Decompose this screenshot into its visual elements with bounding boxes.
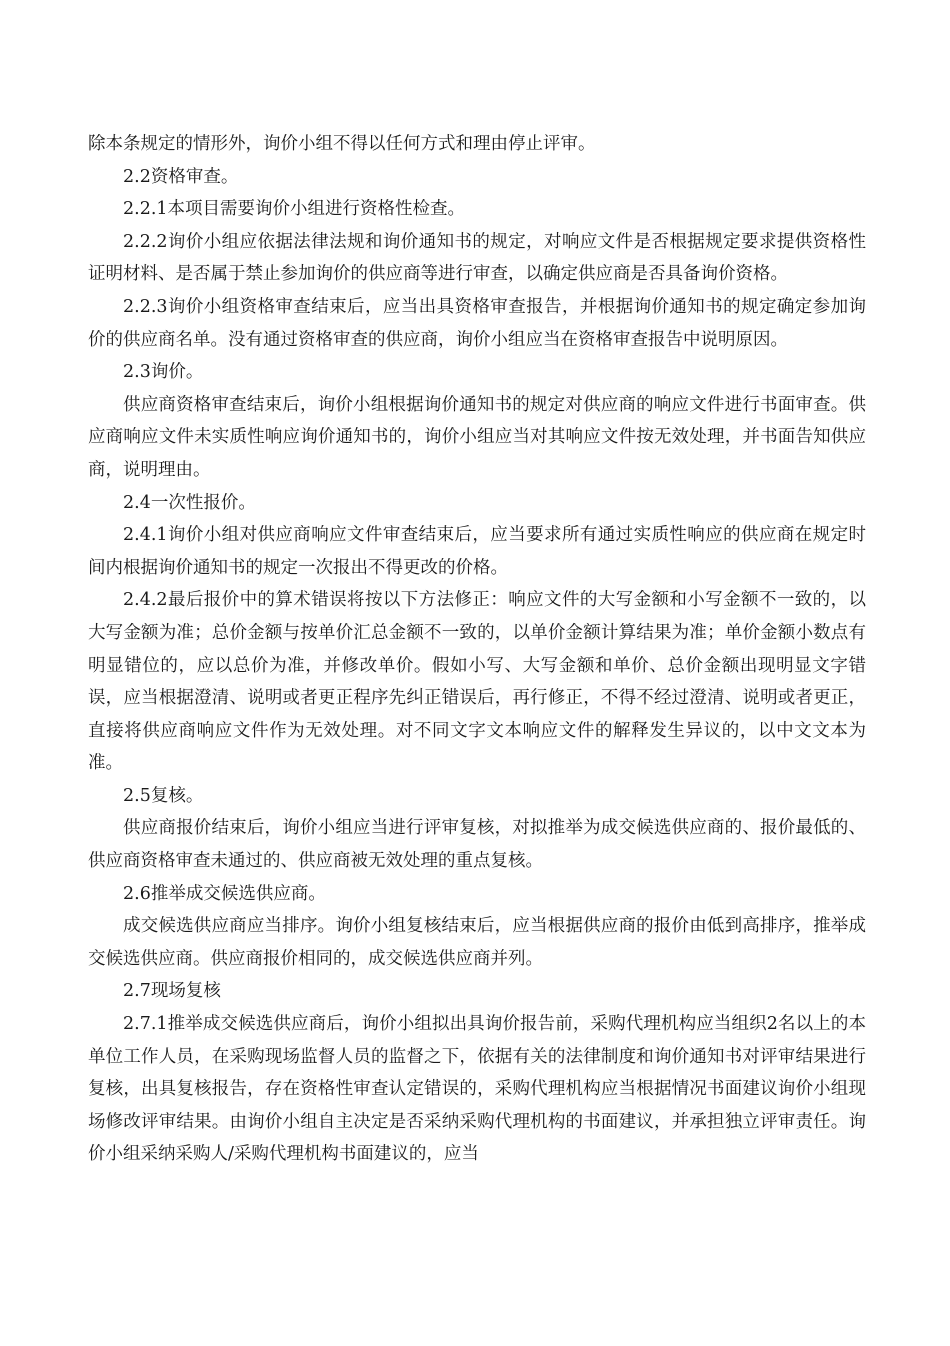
section-heading-2-2: 2.2资格审查。 (123, 166, 239, 187)
section-heading-2-6: 2.6推举成交候选供应商。 (123, 883, 326, 904)
paragraph: 2.4.2最后报价中的算术错误将按以下方法修正：响应文件的大写金额和小写金额不一致的，以大写金额为准；总价金额与按单价汇总金额不一致的，以单价金额计算结果为准；单价金额小数点有明显错位的，应以总价为准，并修改单价。假如小写、大写金额和单价、总价金额出现明显文字错误，应当根据澄清、说明或者更正程序先纠正错误后，再行修正，不得不经过澄清、说明或者更正，直接将供应商响应文件作为无效处理。对不同文字文本响应文件的解释发生异议的，以中文文本为准。 (88, 590, 866, 774)
paragraph: 成交候选供应商应当排序。询价小组复核结束后，应当根据供应商的报价由低到高排序，推举成交候选供应商。供应商报价相同的，成交候选供应商并列。 (88, 916, 866, 969)
paragraph: 除本条规定的情形外，询价小组不得以任何方式和理由停止评审。 (88, 134, 596, 154)
paragraph: 2.7.1推举成交候选供应商后，询价小组拟出具询价报告前，采购代理机构应当组织2名以上的本单位工作人员，在采购现场监督人员的监督之下，依据有关的法律制度和询价通知书对评审结果进行复核，出具复核报告，存在资格性审查认定错误的，采购代理机构应当根据情况书面建议询价小组现场修改评审结果。由询价小组自主决定是否采纳采购代理机构的书面建议，并承担独立评审责任。询价小组采纳采购人/采购代理机构书面建议的，应当 (88, 1014, 866, 1165)
paragraph: 2.2.3询价小组资格审查结束后，应当出具资格审查报告，并根据询价通知书的规定确定参加询价的供应商名单。没有通过资格审查的供应商，询价小组应当在资格审查报告中说明原因。 (88, 296, 866, 350)
document-body (88, 128, 866, 1171)
paragraph: 2.2.1本项目需要询价小组进行资格性检查。 (123, 199, 466, 220)
section-heading-2-7: 2.7现场复核 (123, 981, 221, 1002)
section-heading-2-5: 2.5复核。 (123, 785, 204, 806)
paragraph: 供应商报价结束后，询价小组应当进行评审复核，对拟推举为成交候选供应商的、报价最低的、供应商资格审查未通过的、供应商被无效处理的重点复核。 (88, 818, 866, 872)
section-heading-2-3: 2.3询价。 (123, 362, 204, 383)
paragraph: 2.2.2询价小组应依据法律法规和询价通知书的规定，对响应文件是否根据规定要求提供资格性证明材料、是否属于禁止参加询价的供应商等进行审查，以确定供应商是否具备询价资格。 (88, 231, 866, 285)
paragraph: 供应商资格审查结束后，询价小组根据询价通知书的规定对供应商的响应文件进行书面审查。供应商响应文件未实质性响应询价通知书的，询价小组应当对其响应文件按无效处理，并书面告知供应商，说明理由。 (88, 394, 866, 480)
section-heading-2-4: 2.4一次性报价。 (123, 492, 256, 513)
paragraph: 2.4.1询价小组对供应商响应文件审查结束后，应当要求所有通过实质性响应的供应商在规定时间内根据询价通知书的规定一次报出不得更改的价格。 (88, 525, 866, 578)
